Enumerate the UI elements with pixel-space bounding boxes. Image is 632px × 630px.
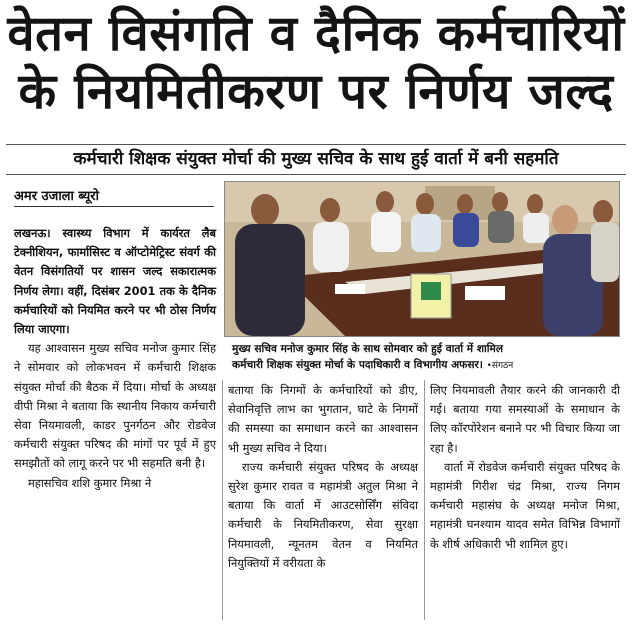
article-paragraph: बताया कि निगमों के कर्मचारियों को डीए, सेवानिवृत्ति लाभ का भुगतान, घाटे के निगमों की समस्या का समाधान करने का आश्वासन भी मुख्य सचिव ने दिया। bbox=[228, 383, 418, 455]
photo-caption bbox=[232, 341, 622, 374]
column-divider bbox=[424, 380, 425, 620]
headline-line-1: वेतन विसंगति व दैनिक कर्मचारियों bbox=[7, 5, 625, 62]
headline-line-2: के नियमितीकरण पर निर्णय जल्द bbox=[18, 63, 614, 120]
article-column-2 bbox=[228, 381, 418, 573]
photo-credit: •संगठन bbox=[486, 361, 514, 371]
subheadline: कर्मचारी शिक्षक संयुक्त मोर्चा की मुख्य सचिव के साथ हुई वार्ता में बनी सहमति bbox=[73, 149, 559, 169]
article-lead-paragraph: लखनऊ। स्वास्थ्य विभाग में कार्यरत लैब टेक्नीशियन, फार्मासिस्ट व ऑप्टोमेट्रिस्ट संवर्ग की वेतन विसंगतियों पर शासन जल्द सकारात्मक निर्णय लेगा। वहीं, दिसंबर 2001 तक के दैनिक कर्मचारियों को नियमित करने पर भी ठोस निर्णय लिया जाएगा। bbox=[14, 226, 216, 337]
subheadline-top-rule bbox=[6, 144, 626, 145]
article-paragraph: राज्य कर्मचारी संयुक्त परिषद के अध्यक्ष सुरेश कुमार रावत व महामंत्री अतुल मिश्रा ने बताया कि वार्ता में आउटसोर्सिंग संविदा कर्मचारी के नियमितीकरण, सेवा सुरक्षा नियमावली, न्यूनतम वेतन व नियमित नियुक्तियों में वरीयता के bbox=[228, 459, 418, 570]
column-divider bbox=[222, 380, 223, 620]
subheadline-bottom-rule bbox=[6, 174, 626, 175]
caption-line-1: मुख्य सचिव मनोज कुमार सिंह के साथ सोमवार को हुई वार्ता में शामिल bbox=[232, 343, 504, 355]
caption-line-2: कर्मचारी शिक्षक संयुक्त मोर्चा के पदाधिकारी व विभागीय अफसर। bbox=[232, 359, 483, 371]
article-column-1 bbox=[14, 224, 216, 493]
article-paragraph: यह आश्वासन मुख्य सचिव मनोज कुमार सिंह ने सोमवार को लोकभवन में कर्मचारी शिक्षक संयुक्त मोर्चा की बैठक में दिया। मोर्चा के अध्यक्ष वीपी मिश्रा ने बताया कि स्थानीय निकाय कर्मचारी सेवा नियमावली, काडर पुनर्गठन और रोडवेज कर्मचारी संयुक्त परिषद की मांगों पर पूर्व में हुए समझौतों को लागू करने पर भी सहमति बनी है। bbox=[14, 341, 216, 471]
article-column-3 bbox=[430, 381, 620, 554]
byline-rule bbox=[14, 206, 214, 207]
article-paragraph: वार्ता में रोडवेज कर्मचारी संयुक्त परिषद के महामंत्री गिरीश चंद्र मिश्रा, राज्य निगम कर्मचारी महासंघ के अध्यक्ष मनोज मिश्रा, महामंत्री घनश्याम यादव समेत विभिन्न विभागों के शीर्ष अधिकारी भी शामिल हुए। bbox=[430, 459, 620, 551]
byline: अमर उजाला ब्यूरो bbox=[14, 189, 99, 204]
meeting-photo bbox=[224, 181, 620, 337]
article-paragraph: लिए नियमावली तैयार करने की जानकारी दी गई। बताया गया समस्याओं के समाधान के लिए कॉरपोरेशन बनाने पर भी विचार किया जा रहा है। bbox=[430, 383, 620, 455]
article-paragraph: महासचिव शशि कुमार मिश्रा ने bbox=[28, 475, 152, 490]
